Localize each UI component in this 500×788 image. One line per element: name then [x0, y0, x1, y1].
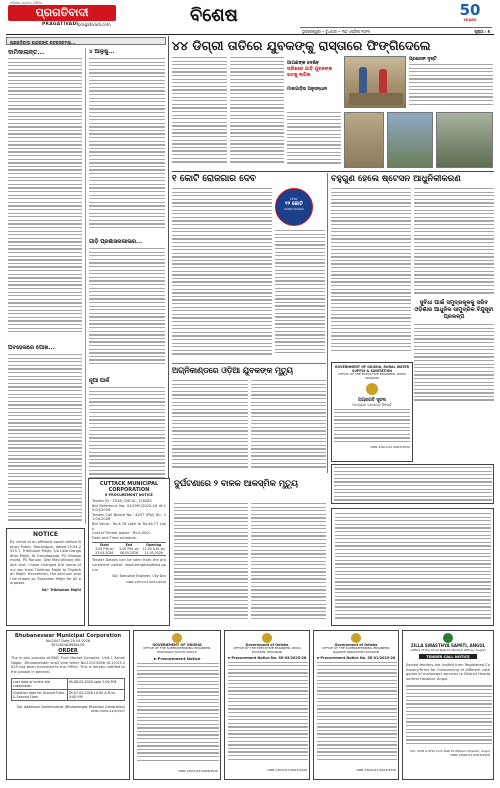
mahanadi-title: e-Procurement Notice: [153, 655, 201, 661]
left-section-header: [6, 37, 166, 45]
story1-body: [8, 58, 82, 344]
crore-badge-line2: ୧୨ କୋଟି: [285, 201, 303, 207]
masthead: [0, 0, 500, 34]
story4-body: [89, 248, 165, 372]
bmc-sign: Sd/- Additional Commissioner (Bhubaneswar Municipal Corporation): [16, 705, 125, 710]
gajapati-title: e-Procurement Notice No. SE-01/2025-26: [316, 655, 396, 660]
top-story-kicker: ଆପଣଙ୍କ ଦେଖିବ: [287, 61, 320, 66]
cmc-tender-call: Tender Call Notice No.: 4207 (PW) Dt-: 21.04.2026: [92, 512, 166, 522]
website: pragativadi.com: [78, 22, 111, 27]
cmc-col-start: Start: [99, 543, 109, 548]
top-story-col3: [287, 112, 341, 168]
left-column-edge: [168, 36, 169, 528]
anniversary-logo: [452, 2, 488, 26]
left-notice-body: By virtue of an affidavit sworn before Notary Public, Rairangpur, dated 15.04.2025, I, Tribhuban Majhi, S/o Late Gangadhar Majhi, At Garudapada, PO Ghatgamaria, PS Raruan, Dist Mayurbhanj declare that I have changed the name of my son from Tinibhan Majhi to Tripabhan Majhi. Henceforth, the said son shall be known as Tripabhan Majhi for all purposes.: [10, 540, 81, 586]
zilla-sub: (Office of the Chief District Medical Officer, Angul): [410, 648, 486, 652]
story1-title: ଦାମିକାଳାନ୍ତ...: [8, 49, 45, 56]
left-col-divider: [85, 48, 86, 524]
top-story-photo-main: [344, 56, 406, 108]
cmc-bid-ref: Bid Reference No: 04/CMC/2025-26 dt:15.04.2026: [92, 503, 166, 513]
cmc-note: Tender Details can be seen from the procurement portal: www.tendersodisha.gov.in: [92, 558, 166, 572]
masthead-divider: [6, 34, 494, 35]
section-title-block: [190, 4, 290, 28]
story3-title: ୪ ଆଳୁଷୁ...: [89, 49, 115, 55]
durga-headline: ଦୁର୍ଘଟଣାରେ ୨ ବାଳକ ଆକସ୍ମିକ ମୃତ୍ୟୁ: [174, 478, 298, 488]
top-story-photo-2: [344, 112, 384, 168]
cmc-opening-value: 11.00 A.M. on 11.05.2026: [142, 547, 165, 556]
right-story-headline: ସୁବିଧା ପାଇଁ ସମୁଦ୍ରକୂଳକୁ ସରିବ ଓଡ଼ିଶାର ଆଧୁନିକ ସାମୁଦ୍ରିକ ବିନ୍ଦୁସୂଚୀ ପ୍ରକଳ୍ପ: [414, 300, 494, 320]
top-story-photo-4: [436, 112, 493, 168]
rwss-table: [331, 464, 494, 504]
left-notice-title: NOTICE: [33, 531, 58, 538]
story2-body: [8, 354, 82, 526]
rwss-sub: ଅନଲାଇନ ଦରପତ୍ର ବିଜ୍ଞପ୍ତି: [352, 402, 392, 407]
bmc-sub1: No.2047 Date 29.04.2026: [46, 639, 90, 643]
top-story-inset-box: [409, 56, 493, 108]
bmc-order: [6, 630, 130, 780]
fire-headline: ଅଗ୍ନିକାଣ୍ଡରେ ଓଡ଼ିଆ ଯୁବକଙ୍କ ମୃତ୍ୟୁ: [172, 366, 293, 375]
cmc-col-opening: Opening: [146, 543, 162, 548]
durga-body-col1: [174, 503, 248, 625]
top-story-photo-3: [387, 112, 433, 168]
top-story-headline: ୪୪ ଡିଗ୍ରୀ ତାତିରେ ଯୁବକଙ୍କୁ ରାସ୍ତାରେ ଫିଙ୍ଗିଦେଲେ: [172, 38, 431, 53]
cmc-cost: Cost of Tender paper : Rs.6,000/-: [92, 531, 152, 536]
crore-headline: ୧ କୋଟି ରୋଜଗାର ଦେବ: [172, 174, 257, 184]
right-story-body: [414, 324, 494, 406]
crore-badge: [275, 188, 313, 226]
date-line: ଭୁବନେଶ୍ୱର • ବୁଧବାର • ୩୦ ଏପ୍ରିଲ ୨୦୨୫: [302, 29, 371, 34]
left-notice: [6, 528, 85, 626]
cmc-tender-id: Tender ID : 2026_CMCUL_128283: [92, 499, 152, 503]
notice-phulbani: [224, 630, 310, 780]
durga-body-col2: [251, 503, 326, 625]
rwss-notice: [331, 362, 413, 462]
top-story-col2: [230, 57, 284, 167]
cmc-ref: OIPR-13031/11/0031/2526: [126, 580, 166, 585]
zilla-box: TENDER CALL NOTICE: [419, 654, 477, 659]
cmc-col-end: End: [125, 543, 133, 548]
mahanadi-ref: OIPR-13051/11/0008/2526: [178, 768, 218, 773]
rwss-dept: GOVERNMENT OF ODISHA, RURAL WATER SUPPLY & SANITATION: [334, 365, 410, 373]
cmc-end-value: 5.00 P.M. on 08.05.2026: [119, 547, 139, 556]
mahanadi-emblem: [172, 633, 182, 643]
gajapati-emblem: [351, 633, 361, 643]
cmc-dates-label: Date and Time schedule :: [92, 535, 139, 540]
phulbani-dept: Government of Odisha: [245, 643, 289, 647]
masthead-tagline: ଓଡ଼ିଶାର ପ୍ରଥମ ଦୈନିକ: [10, 1, 42, 5]
cmc-start-value: 3.00 P.M on 23.04.2026: [95, 547, 114, 556]
gajapati-office: OFFICE OF THE SUPERINTENDING ENGINEER, GAJAPATI IRRIGATION DIVISION: [322, 646, 390, 654]
cmc-title: CUTTACK MUNICIPAL CORPORATION: [99, 481, 159, 493]
mid-divider: [327, 173, 328, 473]
left-notice-sign: Sd/- Tribhuban Majhi: [41, 587, 81, 592]
cmc-subtitle: E PROCUREMENT NOTICE: [105, 493, 153, 497]
date-bar: [300, 27, 492, 34]
fire-body-col1: [172, 380, 248, 472]
notice-mahanadi: [133, 630, 221, 780]
zilla-ref: OIPR-13081/11/0023/2526: [450, 753, 490, 758]
top-story-sidebar: [287, 60, 341, 110]
zilla-title: ZILLA SWASTHYA SAMITI, ANGUL: [410, 643, 486, 648]
story5-title: ନୂଆ ପାର୍କ: [89, 378, 110, 384]
anniversary-text: YEARS: [463, 18, 477, 22]
phulbani-emblem: [262, 633, 272, 643]
rwss-title: ଅଗ୍ରଗତି ସୂଚନା: [358, 397, 386, 403]
right-photo-notice: [331, 508, 494, 626]
crore-body-col1: [172, 188, 272, 360]
rwss-office: OFFICE OF THE EXECUTIVE ENGINEER, RWSS DIVISION: [338, 372, 406, 380]
notice-gajapati: [313, 630, 399, 780]
fire-top-rule: [172, 363, 326, 364]
zilla-sign: Sd/- CDM & PHO Cum District Mission Director, Angul: [410, 749, 490, 754]
section-title: ବିଶେଷ: [190, 5, 238, 26]
bmc-order-label: ORDER: [58, 648, 78, 654]
zilla-emblem: [443, 633, 453, 643]
crore-badge-line1: ମୋଟ: [290, 197, 298, 201]
bmc-body: The in-situ process of BMC Fruit Market Complex, Unit-I, Ashok Nagar, Bhubaneswar shall vide letter No.12023268 dt.10.03.2025 has been furnished to the Office. This is hereby notified to the people in general.: [11, 656, 125, 674]
story4-title: ଗାଡ଼ି ପ୍ରଶାସନାଲୀଳାର...: [89, 239, 143, 245]
cmc-bid-value: Bid Value : Rs.4.78 Lakh to Rs.46.77 Lakh: [92, 521, 166, 531]
bahuguna-body-col2: [414, 188, 494, 298]
cmc-notice: [88, 478, 170, 626]
bmc-row1-label: Last date of online bid submission: [12, 679, 68, 689]
gajapati-ref: OIPR-13041/11/0012/2526: [356, 767, 396, 772]
mahanadi-dept: GOVERNMENT OF ODISHA: [152, 643, 202, 647]
bmc-row1-date: Dt.08.05.2026 upto 5:00 P.M.: [69, 680, 118, 685]
top-story-inset-title: ପ୍ରଶାସନ ଦୃଷ୍ଟି: [409, 57, 437, 62]
top-story-sidebar-headline: ତାରିଖରେ ଗାଡ଼ି ଯୁବକଙ୍କ ହାତକୁ ଲାଗିଲା: [287, 67, 332, 78]
bmc-row2-label: Question date for Ground Floor & Second Floor: [12, 690, 68, 700]
top-story-bottom-rule: [172, 171, 494, 172]
bmc-ref: OIPR-13061/12/0/2527: [90, 709, 125, 714]
gajapati-dept: Government of Odisha: [334, 643, 378, 647]
phulbani-title: e-Procurement Notice No. SE-05/2025-26: [227, 655, 307, 660]
anniversary-number: 50: [459, 1, 481, 19]
rwss-emblem: [366, 383, 378, 395]
cmc-sign: Sd/- Executive Engineer, City Dvn: [112, 574, 166, 579]
story3-body: [89, 58, 165, 236]
zilla-body: Sealed tenders are invited from Registered Company/Firms for Outsourcing of different categories of manpower services to District Headquarters Hospital, Angul.: [406, 663, 490, 681]
bmc-title: Bhubaneswar Municipal Corporation: [14, 633, 122, 639]
top-story-col1: [172, 57, 227, 167]
rwss-ref: OIPR-13011/11/0025/2526: [370, 444, 410, 449]
bmc-table: [11, 678, 125, 701]
crore-badge-line3: ଟଙ୍କା ଯୋଜନା: [284, 207, 304, 211]
bmc-sub2: SEC/AE/ADM/Est-05: [51, 643, 85, 647]
zilla-notice: [402, 630, 494, 780]
mahanadi-office: OFFICE OF THE SUPERINTENDING ENGINEER, MAHANADI SOUTH CIRCLE: [143, 646, 211, 654]
logo-text: ପ୍ରଗତିବାଦୀ: [35, 6, 89, 19]
fire-body-col2: [251, 380, 326, 472]
story2-title: ଅବହେଳାରେ ପୋଖ...: [8, 345, 55, 351]
top-story-sidebar-sub: ମାଲଗାଡ଼ିର ଅନୁସନ୍ଧାନ: [287, 87, 327, 93]
left-section-header-text: ପ୍ରଗତିବାଦୀ ପାଠକଙ୍କ ପତ୍ରସ୍ତମ୍ଭ...: [10, 39, 76, 45]
logo-english: PRAGATIVADI: [42, 22, 79, 27]
phulbani-ref: OIPR-13033/11/0013/2526: [267, 767, 307, 772]
bahuguna-headline: ବହୁଗୁଣ ହେଲେ ଷ୍ଟେସନ ଆଧୁନିକୀକରଣ: [331, 174, 461, 184]
page-label: ପୃଷ୍ଠା : ୭: [474, 29, 490, 34]
bahuguna-body-col1: [331, 188, 411, 356]
logo: [8, 5, 116, 21]
cmc-date-table: [92, 542, 166, 556]
bmc-row2-date: Dt.07.05.2026 10:00 A.M to 5:00 P.M: [69, 691, 115, 700]
crore-body-col2: [275, 230, 325, 360]
phulbani-office: OFFICE OF THE EXECUTIVE ENGINEER, RWSS DIVISION, PHULBANI: [233, 646, 301, 654]
